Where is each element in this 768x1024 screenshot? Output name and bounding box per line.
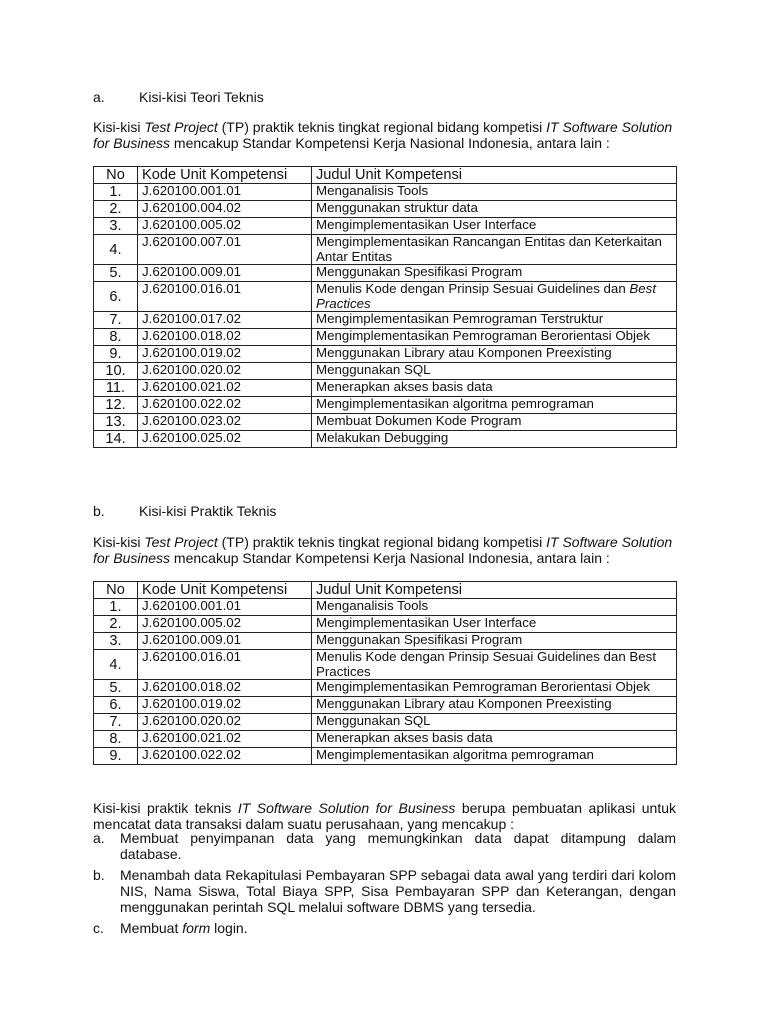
row-judul: Mengimplementasikan User Interface	[312, 218, 677, 235]
row-no: 7.	[94, 714, 138, 731]
row-no: 1.	[94, 184, 138, 201]
row-no: 6.	[94, 697, 138, 714]
row-kode: J.620100.005.02	[138, 616, 312, 633]
row-judul: Menggunakan SQL	[312, 714, 677, 731]
row-judul: Mengimplementasikan algoritma pemrograman	[312, 748, 677, 765]
row-no: 9.	[94, 346, 138, 363]
table-row	[94, 363, 677, 380]
row-judul: Menerapkan akses basis data	[312, 380, 677, 397]
table-row	[94, 346, 677, 363]
closing-list	[93, 830, 676, 941]
row-judul: Menggunakan Spesifikasi Program	[312, 265, 677, 282]
row-kode: J.620100.009.01	[138, 633, 312, 650]
row-judul: Menggunakan Library atau Komponen Preexisting	[312, 346, 677, 363]
table-row	[94, 380, 677, 397]
row-judul: Mengimplementasikan algoritma pemrograman	[312, 397, 677, 414]
row-kode: J.620100.001.01	[138, 599, 312, 616]
row-kode: J.620100.023.02	[138, 414, 312, 431]
row-no: 2.	[94, 201, 138, 218]
row-no: 12.	[94, 397, 138, 414]
row-no: 5.	[94, 265, 138, 282]
row-judul: Melakukan Debugging	[312, 431, 677, 448]
table-row	[94, 431, 677, 448]
row-judul: Mengimplementasikan Pemrograman Berorientasi Objek	[312, 329, 677, 346]
row-kode: J.620100.017.02	[138, 312, 312, 329]
row-kode: J.620100.018.02	[138, 329, 312, 346]
list-item-label: b.	[93, 867, 105, 883]
table-row	[94, 312, 677, 329]
row-kode: J.620100.007.01	[138, 235, 312, 265]
table-row	[94, 235, 677, 265]
row-judul: Mengimplementasikan User Interface	[312, 616, 677, 633]
section-a-heading	[93, 89, 264, 105]
row-no: 8.	[94, 329, 138, 346]
row-no: 3.	[94, 633, 138, 650]
row-no: 6.	[94, 282, 138, 312]
section-b-heading	[93, 503, 276, 519]
section-b-intro: Kisi-kisi Test Project (TP) praktik teknis tingkat regional bidang kompetisi IT Software Solution for Business mencakup Standar Kompetensi Kerja Nasional Indonesia, antara lain :	[93, 534, 673, 566]
header-judul: Judul Unit Kompetensi	[312, 582, 677, 599]
table-header-row	[94, 167, 677, 184]
table-row	[94, 397, 677, 414]
row-judul: Menulis Kode dengan Prinsip Sesuai Guidelines dan Best Practices	[312, 282, 677, 312]
row-no: 7.	[94, 312, 138, 329]
row-no: 2.	[94, 616, 138, 633]
row-kode: J.620100.009.01	[138, 265, 312, 282]
row-kode: J.620100.004.02	[138, 201, 312, 218]
row-no: 14.	[94, 431, 138, 448]
section-a-table	[93, 166, 677, 448]
row-no: 11.	[94, 380, 138, 397]
table-row	[94, 218, 677, 235]
list-item: a. Membuat penyimpanan data yang memungkinkan data dapat ditampung dalam database.	[93, 830, 676, 862]
row-kode: J.620100.021.02	[138, 731, 312, 748]
row-kode: J.620100.005.02	[138, 218, 312, 235]
header-kode: Kode Unit Kompetensi	[138, 582, 312, 599]
table-row	[94, 414, 677, 431]
row-kode: J.620100.025.02	[138, 431, 312, 448]
header-no: No	[94, 167, 138, 184]
row-kode: J.620100.001.01	[138, 184, 312, 201]
row-judul: Menggunakan SQL	[312, 363, 677, 380]
row-judul: Menganalisis Tools	[312, 599, 677, 616]
row-no: 8.	[94, 731, 138, 748]
section-b-letter: b.	[93, 503, 105, 519]
table-row	[94, 731, 677, 748]
table-row	[94, 650, 677, 680]
row-kode: J.620100.018.02	[138, 680, 312, 697]
row-no: 9.	[94, 748, 138, 765]
list-item-label: c.	[93, 920, 104, 936]
section-a-title: Kisi-kisi Teori Teknis	[139, 89, 264, 105]
row-kode: J.620100.019.02	[138, 697, 312, 714]
row-kode: J.620100.021.02	[138, 380, 312, 397]
row-kode: J.620100.019.02	[138, 346, 312, 363]
table-row	[94, 616, 677, 633]
row-kode: J.620100.016.01	[138, 650, 312, 680]
row-judul: Membuat Dokumen Kode Program	[312, 414, 677, 431]
list-item-label: a.	[93, 830, 105, 846]
header-kode: Kode Unit Kompetensi	[138, 167, 312, 184]
row-judul: Menggunakan Spesifikasi Program	[312, 633, 677, 650]
table-row	[94, 633, 677, 650]
table-row	[94, 265, 677, 282]
section-b-title: Kisi-kisi Praktik Teknis	[139, 503, 277, 519]
row-judul: Mengimplementasikan Pemrograman Berorientasi Objek	[312, 680, 677, 697]
row-no: 4.	[94, 650, 138, 680]
header-judul: Judul Unit Kompetensi	[312, 167, 677, 184]
row-kode: J.620100.022.02	[138, 748, 312, 765]
table-row	[94, 714, 677, 731]
row-judul: Menggunakan struktur data	[312, 201, 677, 218]
section-a-intro: Kisi-kisi Test Project (TP) praktik teknis tingkat regional bidang kompetisi IT Software Solution for Business mencakup Standar Kompetensi Kerja Nasional Indonesia, antara lain :	[93, 119, 673, 151]
row-no: 4.	[94, 235, 138, 265]
row-no: 1.	[94, 599, 138, 616]
section-b-table	[93, 581, 677, 765]
row-kode: J.620100.016.01	[138, 282, 312, 312]
row-judul: Menerapkan akses basis data	[312, 731, 677, 748]
row-no: 3.	[94, 218, 138, 235]
header-no: No	[94, 582, 138, 599]
row-no: 10.	[94, 363, 138, 380]
table-row	[94, 201, 677, 218]
section-a-letter: a.	[93, 89, 105, 105]
closing-paragraph: Kisi-kisi praktik teknis IT Software Solution for Business berupa pembuatan aplikasi untuk mencatat data transaksi dalam suatu perusahaan, yang mencakup :	[93, 800, 676, 832]
row-no: 13.	[94, 414, 138, 431]
row-no: 5.	[94, 680, 138, 697]
table-row	[94, 599, 677, 616]
row-judul: Menggunakan Library atau Komponen Preexisting	[312, 697, 677, 714]
list-item: b. Menambah data Rekapitulasi Pembayaran SPP sebagai data awal yang terdiri dari kolom NIS, Nama Siswa, Total Biaya SPP, Sisa Pembayaran SPP dan Keterangan, dengan menggunakan perintah SQL melalui software DBMS yang tersedia.	[93, 867, 676, 915]
table-header-row	[94, 582, 677, 599]
table-row	[94, 748, 677, 765]
row-judul: Mengimplementasikan Pemrograman Terstruktur	[312, 312, 677, 329]
table-row	[94, 680, 677, 697]
table-row	[94, 697, 677, 714]
table-row	[94, 329, 677, 346]
row-kode: J.620100.022.02	[138, 397, 312, 414]
row-kode: J.620100.020.02	[138, 363, 312, 380]
row-kode: J.620100.020.02	[138, 714, 312, 731]
table-row	[94, 184, 677, 201]
list-item: c. Membuat form login.	[93, 920, 248, 936]
row-judul: Menganalisis Tools	[312, 184, 677, 201]
row-judul: Mengimplementasikan Rancangan Entitas dan Keterkaitan Antar Entitas	[312, 235, 677, 265]
row-judul: Menulis Kode dengan Prinsip Sesuai Guidelines dan Best Practices	[312, 650, 677, 680]
table-row	[94, 282, 677, 312]
